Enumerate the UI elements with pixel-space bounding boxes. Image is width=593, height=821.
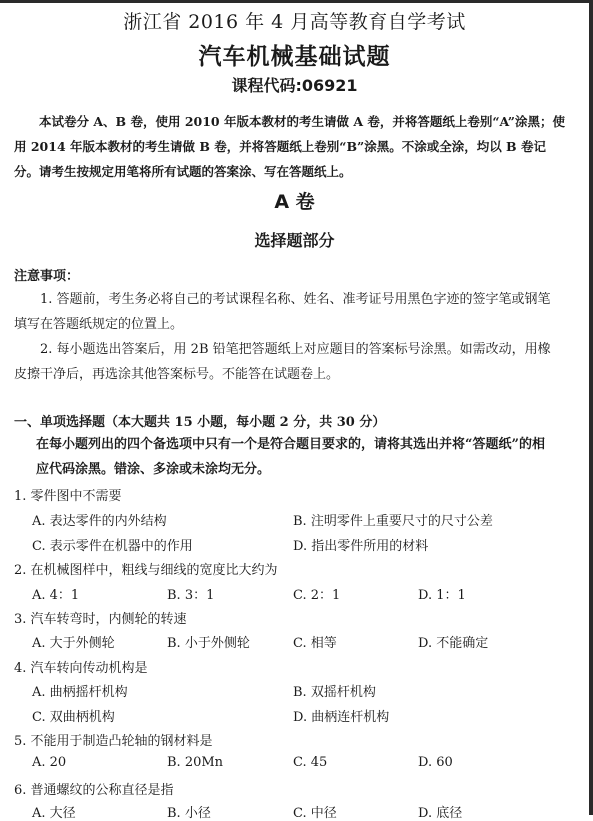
question-option: B. 小于外侧轮 (167, 636, 250, 651)
question-option: C. 2：1 (293, 588, 341, 603)
question-option: B. 20Mn (167, 755, 224, 770)
section-desc-line: 应代码涂黑。错涂、多涂或未涂均无分。 (36, 462, 271, 477)
question-option: C. 相等 (293, 636, 337, 651)
question-option: A. 曲柄摇杆机构 (32, 685, 128, 700)
question-option: B. 注明零件上重要尺寸的尺寸公差 (293, 514, 493, 529)
question-option: A. 大于外侧轮 (32, 636, 115, 651)
notice-heading: 注意事项： (14, 269, 80, 284)
volume-title: A 卷 (274, 191, 315, 213)
question-option: A. 20 (32, 755, 67, 770)
question-option: B. 3：1 (167, 588, 215, 603)
question-option: D. 指出零件所用的材料 (293, 539, 429, 554)
intro-line: 分。请考生按规定用笔将所有试题的答案涂、写在答题纸上。 (14, 164, 352, 179)
course-code: 课程代码:06921 (231, 76, 358, 95)
notice-line: 填写在答题纸规定的位置上。 (14, 317, 184, 332)
question-option: D. 底径 (418, 806, 463, 821)
question-stem: 1. 零件图中不需要 (14, 489, 122, 504)
question-stem: 5. 不能用于制造凸轮轴的钢材料是 (14, 734, 213, 749)
question-option: B. 小径 (167, 806, 211, 821)
page-right-border (589, 0, 593, 815)
notice-line: 皮擦干净后，再选涂其他答案标号。不能答在试题卷上。 (14, 367, 340, 382)
question-option: A. 4：1 (32, 588, 80, 603)
paper-title: 汽车机械基础试题 (198, 44, 391, 70)
question-option: D. 60 (418, 755, 453, 770)
exam-header: 浙江省 2016 年 4 月高等教育自学考试 (123, 11, 466, 33)
question-stem: 6. 普通螺纹的公称直径是指 (14, 783, 174, 798)
question-option: D. 1：1 (418, 588, 466, 603)
question-option: C. 表示零件在机器中的作用 (32, 539, 193, 554)
question-stem: 2. 在机械图样中，粗线与细线的宽度比大约为 (14, 563, 278, 578)
question-stem: 4. 汽车转向传动机构是 (14, 661, 148, 676)
notice-line: 1. 答题前，考生务必将自己的考试课程名称、姓名、准考证号用黑色字迹的签字笔或钢笔 (40, 292, 551, 307)
section-desc-line: 在每小题列出的四个备选项中只有一个是符合题目要求的，请将其选出并将“答题纸”的相 (36, 437, 545, 452)
question-option: C. 双曲柄机构 (32, 710, 115, 725)
question-option: D. 曲柄连杆机构 (293, 710, 390, 725)
part-title: 选择题部分 (254, 231, 335, 250)
intro-line: 用 2014 年版本教材的考生请做 B 卷，并将答题纸上卷别“B”涂黑。不涂或全涂，均以 B 卷记 (14, 139, 546, 154)
notice-item-2 (14, 337, 580, 387)
question-option: A. 表达零件的内外结构 (32, 514, 167, 529)
intro-paragraph (14, 109, 584, 184)
question-option: C. 中径 (293, 806, 337, 821)
question-stem: 3. 汽车转弯时，内侧轮的转速 (14, 612, 187, 627)
notice-item-1 (14, 287, 580, 337)
question-option: A. 大径 (32, 806, 76, 821)
question-option: B. 双摇杆机构 (293, 685, 376, 700)
section-heading: 一、单项选择题（本大题共 15 小题，每小题 2 分，共 30 分） (14, 415, 386, 430)
notice-line: 2. 每小题选出答案后，用 2B 铅笔把答题纸上对应题目的答案标号涂黑。如需改动，用橡 (40, 342, 551, 357)
page-top-border (0, 0, 593, 3)
question-option: C. 45 (293, 755, 328, 770)
question-option: D. 不能确定 (418, 636, 489, 651)
section-description (14, 432, 580, 482)
intro-line: 本试卷分 A、B 卷，使用 2010 年版本教材的考生请做 A 卷，并将答题纸上卷别“A”涂黑；使 (39, 114, 565, 129)
